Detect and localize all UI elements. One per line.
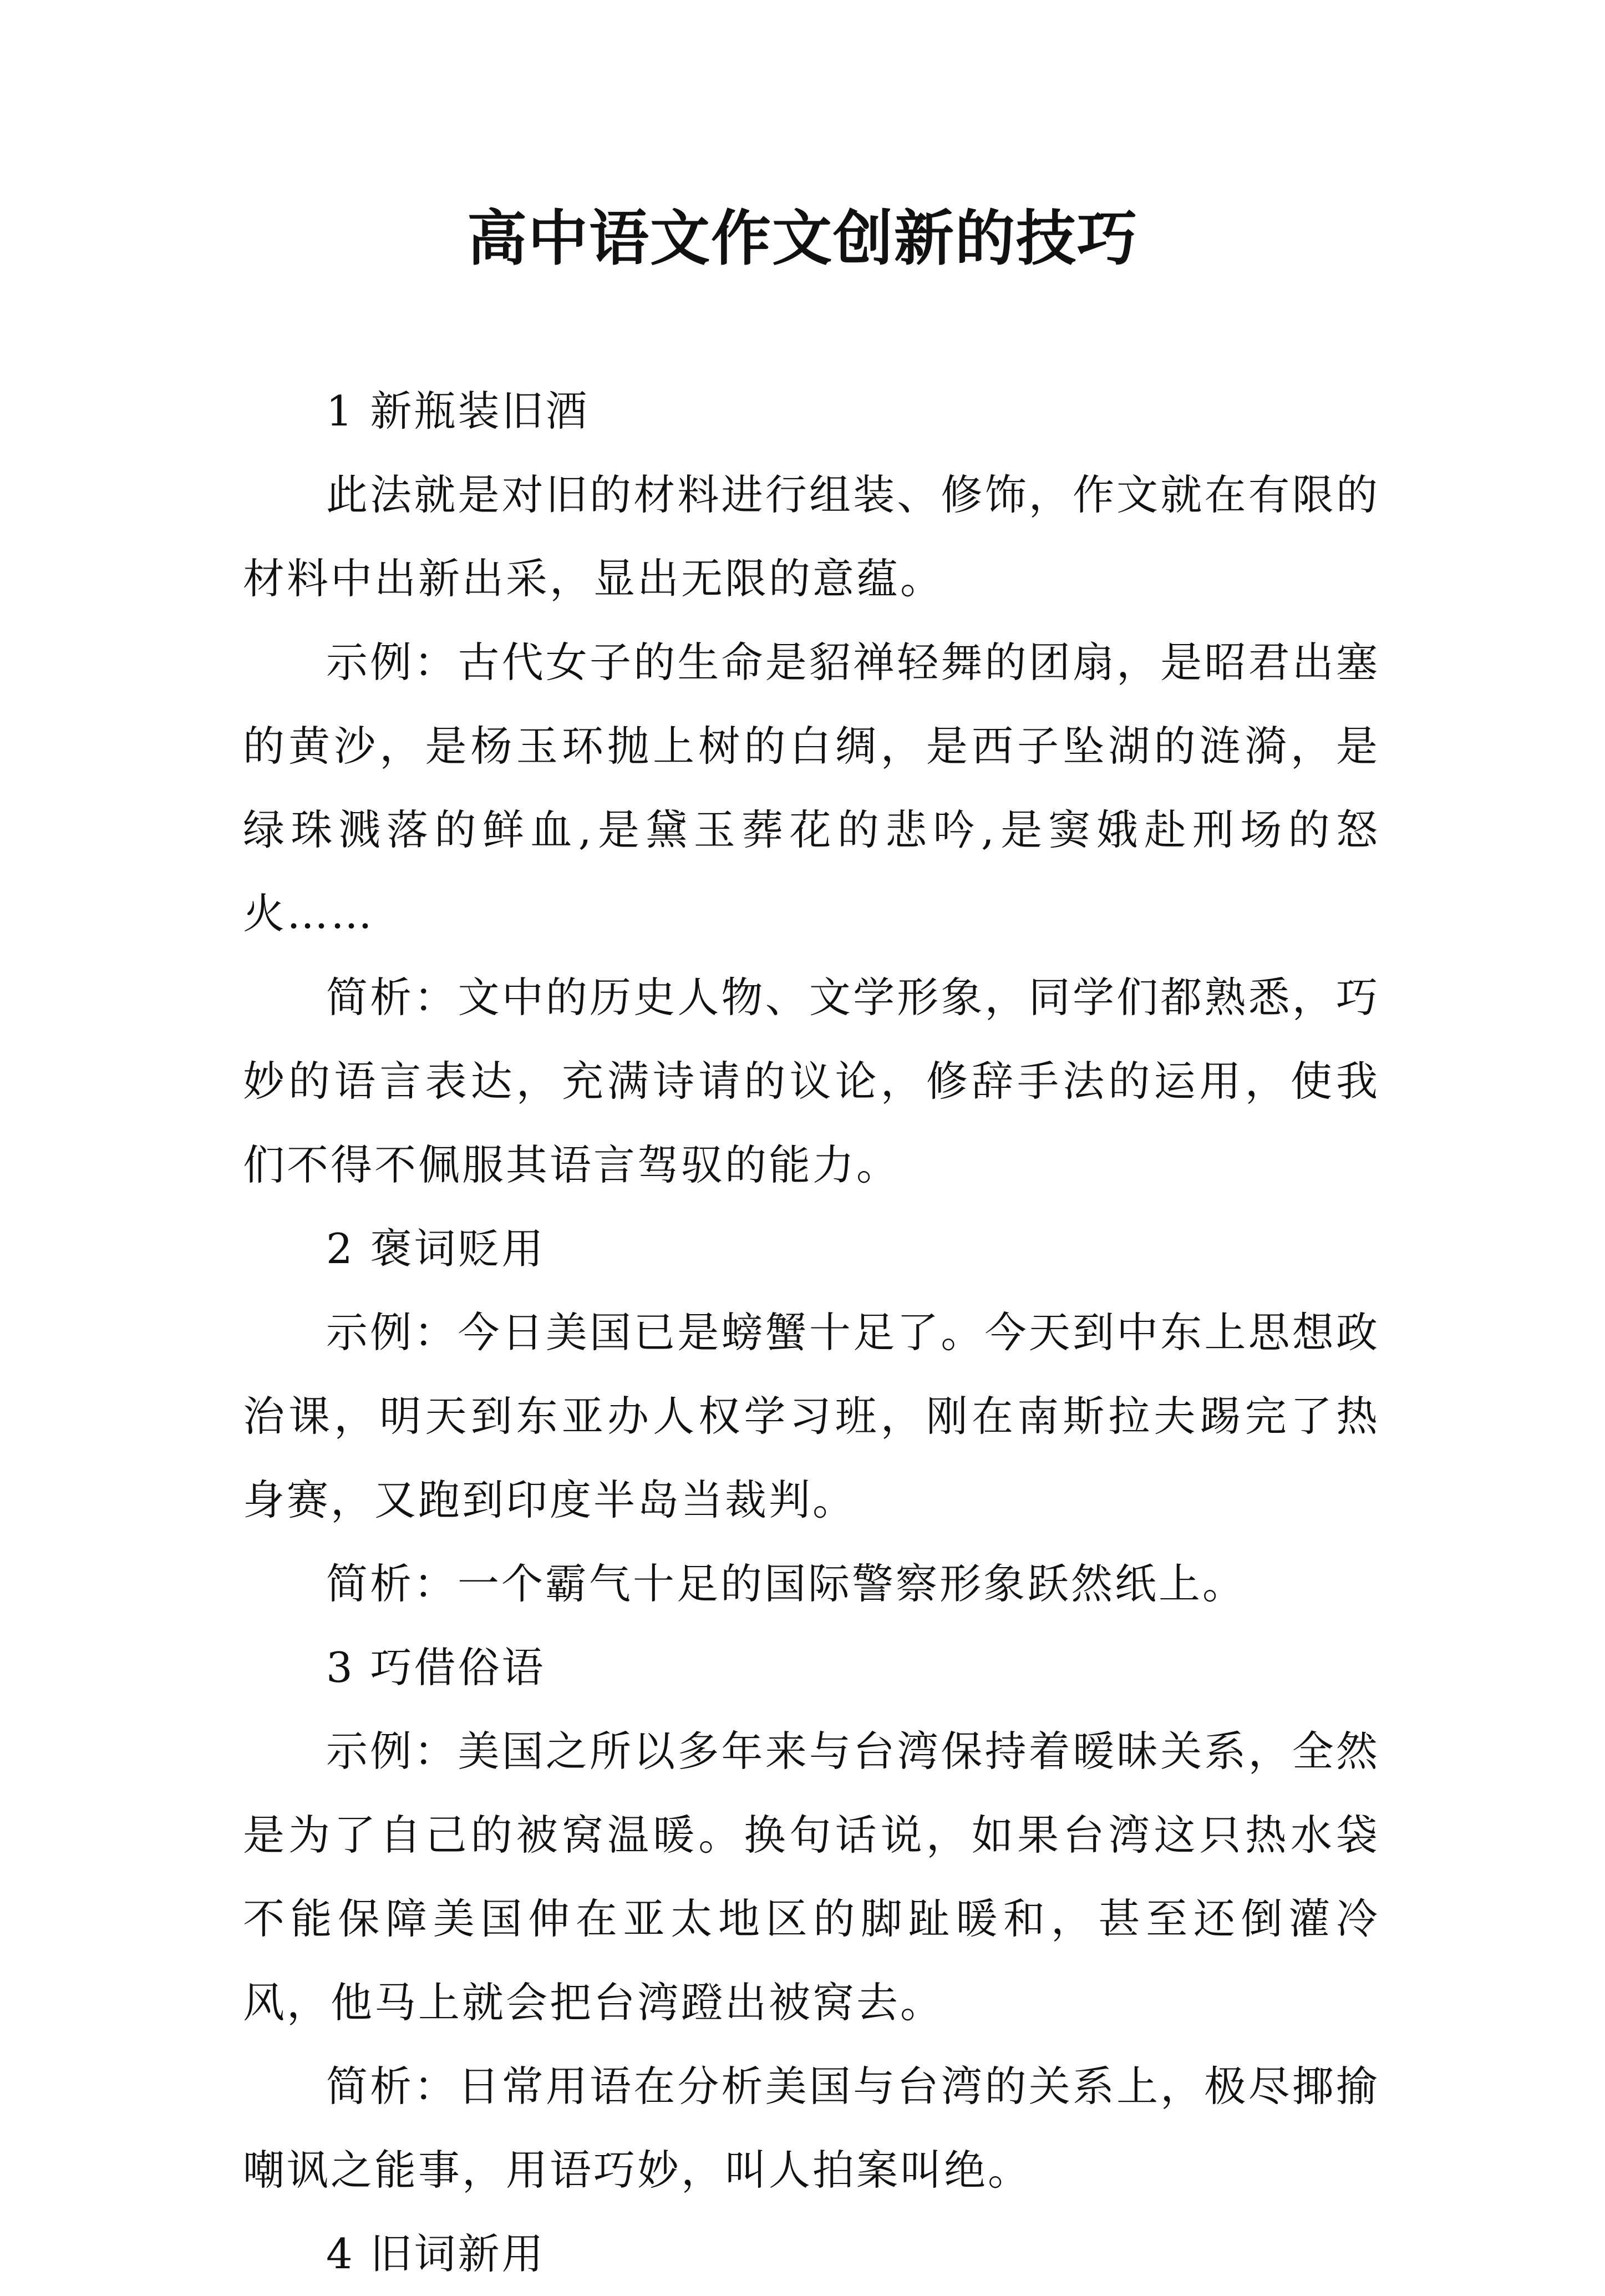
section-heading: 4 旧词新用 bbox=[326, 2229, 546, 2278]
section-heading: 3 巧借俗语 bbox=[326, 1643, 546, 1692]
paragraph: 此法就是对旧的材料进行组装、修饰，作文就在有限的材料中出新出采，显出无限的意蕴。 bbox=[243, 470, 1380, 603]
document-body bbox=[243, 369, 1380, 2296]
paragraph: 简析：一个霸气十足的国际警察形象跃然纸上。 bbox=[326, 1559, 1247, 1608]
document-title: 高中语文作文创新的技巧 bbox=[466, 204, 1138, 273]
section-heading: 2 褒词贬用 bbox=[326, 1224, 546, 1273]
paragraph: 示例：古代女子的生命是貂禅轻舞的团扇，是昭君出塞的黄沙，是杨玉环抛上树的白绸，是西子坠湖的涟漪，是绿珠溅落的鲜血,是黛玉葬花的悲吟,是窦娥赴刑场的怒火…… bbox=[243, 638, 1380, 938]
section-heading: 1 新瓶装旧酒 bbox=[326, 387, 590, 435]
paragraph: 示例：今日美国已是螃蟹十足了。今天到中东上思想政治课，明天到东亚办人权学习班，刚在南斯拉夫踢完了热身赛，又跑到印度半岛当裁判。 bbox=[243, 1308, 1380, 1524]
paragraph: 示例：美国之所以多年来与台湾保持着暧昧关系，全然是为了自己的被窝温暖。换句话说，如果台湾这只热水袋不能保障美国伸在亚太地区的脚趾暖和，甚至还倒灌冷风，他马上就会把台湾蹬出被窝去。 bbox=[243, 1727, 1380, 2027]
paragraph: 简析：文中的历史人物、文学形象，同学们都熟悉，巧妙的语言表达，充满诗请的议论，修辞手法的运用，使我们不得不佩服其语言驾驭的能力。 bbox=[243, 973, 1380, 1189]
paragraph: 简析：日常用语在分析美国与台湾的关系上，极尽揶揄嘲讽之能事，用语巧妙，叫人拍案叫绝。 bbox=[243, 2062, 1380, 2194]
